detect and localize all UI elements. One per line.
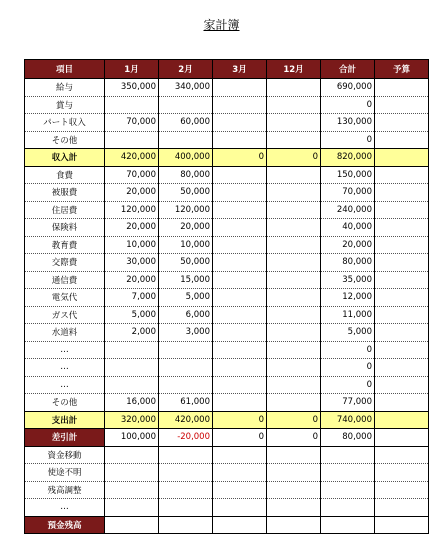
cell-jan[interactable]: 100,000: [105, 429, 159, 447]
cell-dec[interactable]: 0: [267, 149, 321, 167]
cell-dec[interactable]: [267, 359, 321, 377]
cell-dec[interactable]: [267, 341, 321, 359]
cell-dec[interactable]: [267, 96, 321, 114]
cell-feb[interactable]: 120,000: [159, 201, 213, 219]
table-row: [25, 446, 429, 464]
cell-feb[interactable]: 5,000: [159, 289, 213, 307]
cell-dec[interactable]: [267, 376, 321, 394]
cell-dec[interactable]: 0: [267, 411, 321, 429]
row-label[interactable]: その他: [25, 131, 105, 149]
cell-dec[interactable]: [267, 271, 321, 289]
cell-total[interactable]: [321, 516, 375, 534]
cell-dec[interactable]: [267, 219, 321, 237]
cell-total[interactable]: 77,000: [321, 394, 375, 412]
cell-jan[interactable]: 5,000: [105, 306, 159, 324]
cell-budget[interactable]: [375, 96, 429, 114]
cell-feb[interactable]: [159, 446, 213, 464]
table-row: [25, 324, 429, 342]
column-header-total[interactable]: 合計: [321, 60, 375, 79]
cell-total[interactable]: 740,000: [321, 411, 375, 429]
cell-total[interactable]: 0: [321, 376, 375, 394]
cell-feb[interactable]: 3,000: [159, 324, 213, 342]
cell-total[interactable]: 12,000: [321, 289, 375, 307]
cell-total[interactable]: [321, 481, 375, 499]
cell-total[interactable]: 20,000: [321, 236, 375, 254]
cell-jan[interactable]: [105, 359, 159, 377]
cell-mar[interactable]: [213, 219, 267, 237]
cell-dec[interactable]: [267, 306, 321, 324]
cell-mar[interactable]: [213, 201, 267, 219]
cell-mar[interactable]: [213, 324, 267, 342]
row-label[interactable]: 水道料: [25, 324, 105, 342]
cell-jan[interactable]: 320,000: [105, 411, 159, 429]
table-row: [25, 306, 429, 324]
row-label[interactable]: 残高調整: [25, 481, 105, 499]
column-header-mar[interactable]: 3月: [213, 60, 267, 79]
cell-budget[interactable]: [375, 429, 429, 447]
row-label[interactable]: 交際費: [25, 254, 105, 272]
cell-jan[interactable]: 2,000: [105, 324, 159, 342]
cell-dec[interactable]: [267, 481, 321, 499]
cell-feb[interactable]: 400,000: [159, 149, 213, 167]
cell-mar[interactable]: 0: [213, 429, 267, 447]
cell-jan[interactable]: [105, 376, 159, 394]
cell-budget[interactable]: [375, 219, 429, 237]
column-header-jan[interactable]: 1月: [105, 60, 159, 79]
cell-feb[interactable]: [159, 516, 213, 534]
cell-feb[interactable]: 15,000: [159, 271, 213, 289]
cell-budget[interactable]: [375, 376, 429, 394]
cell-mar[interactable]: [213, 131, 267, 149]
cell-dec[interactable]: [267, 184, 321, 202]
cell-feb[interactable]: 80,000: [159, 166, 213, 184]
column-header-item[interactable]: 項目: [25, 60, 105, 79]
header-row: [25, 60, 429, 79]
cell-dec[interactable]: 0: [267, 429, 321, 447]
cell-mar[interactable]: [213, 271, 267, 289]
cell-jan[interactable]: [105, 516, 159, 534]
table-row: [25, 429, 429, 447]
cell-feb[interactable]: [159, 131, 213, 149]
cell-total[interactable]: 70,000: [321, 184, 375, 202]
cell-total[interactable]: [321, 499, 375, 517]
row-label[interactable]: …: [25, 359, 105, 377]
cell-feb[interactable]: 340,000: [159, 79, 213, 97]
table-row: [25, 376, 429, 394]
row-label[interactable]: その他: [25, 394, 105, 412]
cell-dec[interactable]: [267, 236, 321, 254]
cell-total[interactable]: 0: [321, 131, 375, 149]
cell-mar[interactable]: [213, 446, 267, 464]
cell-mar[interactable]: [213, 341, 267, 359]
table-row: [25, 411, 429, 429]
cell-feb[interactable]: [159, 96, 213, 114]
table-row: [25, 166, 429, 184]
cell-budget[interactable]: [375, 254, 429, 272]
cell-total[interactable]: 820,000: [321, 149, 375, 167]
cell-feb[interactable]: 50,000: [159, 184, 213, 202]
cell-budget[interactable]: [375, 271, 429, 289]
cell-total[interactable]: 0: [321, 96, 375, 114]
cell-dec[interactable]: [267, 394, 321, 412]
cell-mar[interactable]: [213, 499, 267, 517]
table-row: [25, 219, 429, 237]
cell-feb[interactable]: 420,000: [159, 411, 213, 429]
column-header-dec[interactable]: 12月: [267, 60, 321, 79]
table-row: [25, 464, 429, 482]
cell-jan[interactable]: [105, 481, 159, 499]
cell-dec[interactable]: [267, 114, 321, 132]
cell-mar[interactable]: [213, 481, 267, 499]
cell-budget[interactable]: [375, 166, 429, 184]
cell-budget[interactable]: [375, 306, 429, 324]
cell-feb[interactable]: 60,000: [159, 114, 213, 132]
cell-jan[interactable]: 420,000: [105, 149, 159, 167]
row-label[interactable]: 教育費: [25, 236, 105, 254]
cell-feb[interactable]: 6,000: [159, 306, 213, 324]
cell-budget[interactable]: [375, 149, 429, 167]
cell-feb[interactable]: [159, 499, 213, 517]
table-row: [25, 499, 429, 517]
cell-jan[interactable]: 20,000: [105, 271, 159, 289]
cell-mar[interactable]: [213, 516, 267, 534]
cell-dec[interactable]: [267, 201, 321, 219]
row-label[interactable]: 賞与: [25, 96, 105, 114]
cell-feb[interactable]: -20,000: [159, 429, 213, 447]
cell-total[interactable]: 690,000: [321, 79, 375, 97]
cell-budget[interactable]: [375, 359, 429, 377]
cell-budget[interactable]: [375, 184, 429, 202]
table-row: [25, 149, 429, 167]
cell-budget[interactable]: [375, 394, 429, 412]
cell-budget[interactable]: [375, 79, 429, 97]
cell-budget[interactable]: [375, 411, 429, 429]
cell-jan[interactable]: 350,000: [105, 79, 159, 97]
cell-mar[interactable]: 0: [213, 411, 267, 429]
cell-budget[interactable]: [375, 236, 429, 254]
row-label[interactable]: 支出計: [25, 411, 105, 429]
cell-jan[interactable]: [105, 464, 159, 482]
cell-mar[interactable]: [213, 306, 267, 324]
cell-jan[interactable]: 120,000: [105, 201, 159, 219]
cell-total[interactable]: 0: [321, 341, 375, 359]
row-label[interactable]: 使途不明: [25, 464, 105, 482]
cell-mar[interactable]: [213, 114, 267, 132]
cell-mar[interactable]: [213, 79, 267, 97]
cell-budget[interactable]: [375, 131, 429, 149]
table-row: [25, 481, 429, 499]
cell-total[interactable]: 150,000: [321, 166, 375, 184]
cell-dec[interactable]: [267, 499, 321, 517]
row-label[interactable]: …: [25, 341, 105, 359]
cell-feb[interactable]: [159, 341, 213, 359]
cell-budget[interactable]: [375, 464, 429, 482]
cell-dec[interactable]: [267, 79, 321, 97]
cell-jan[interactable]: 20,000: [105, 219, 159, 237]
cell-total[interactable]: 35,000: [321, 271, 375, 289]
cell-dec[interactable]: [267, 464, 321, 482]
table-row: [25, 236, 429, 254]
table-row: [25, 271, 429, 289]
table-row: [25, 394, 429, 412]
row-label[interactable]: ガス代: [25, 306, 105, 324]
cell-jan[interactable]: 20,000: [105, 184, 159, 202]
cell-feb[interactable]: 50,000: [159, 254, 213, 272]
cell-mar[interactable]: [213, 184, 267, 202]
row-label[interactable]: 差引計: [25, 429, 105, 447]
cell-total[interactable]: 40,000: [321, 219, 375, 237]
cell-jan[interactable]: [105, 499, 159, 517]
column-header-feb[interactable]: 2月: [159, 60, 213, 79]
cell-feb[interactable]: [159, 376, 213, 394]
cell-feb[interactable]: [159, 464, 213, 482]
row-label[interactable]: 住居費: [25, 201, 105, 219]
cell-jan[interactable]: 30,000: [105, 254, 159, 272]
cell-dec[interactable]: [267, 254, 321, 272]
cell-mar[interactable]: 0: [213, 149, 267, 167]
cell-mar[interactable]: [213, 289, 267, 307]
row-label[interactable]: …: [25, 499, 105, 517]
cell-dec[interactable]: [267, 324, 321, 342]
cell-feb[interactable]: 61,000: [159, 394, 213, 412]
cell-jan[interactable]: [105, 341, 159, 359]
cell-jan[interactable]: 10,000: [105, 236, 159, 254]
cell-budget[interactable]: [375, 446, 429, 464]
cell-jan[interactable]: 16,000: [105, 394, 159, 412]
row-label[interactable]: 給与: [25, 79, 105, 97]
cell-mar[interactable]: [213, 236, 267, 254]
cell-jan[interactable]: [105, 96, 159, 114]
cell-feb[interactable]: [159, 481, 213, 499]
cell-mar[interactable]: [213, 464, 267, 482]
row-label[interactable]: 被服費: [25, 184, 105, 202]
row-label[interactable]: 保険料: [25, 219, 105, 237]
cell-total[interactable]: 5,000: [321, 324, 375, 342]
table-row: [25, 516, 429, 534]
cell-budget[interactable]: [375, 201, 429, 219]
row-label[interactable]: 資金移動: [25, 446, 105, 464]
cell-feb[interactable]: 10,000: [159, 236, 213, 254]
cell-total[interactable]: [321, 464, 375, 482]
cell-dec[interactable]: [267, 166, 321, 184]
cell-mar[interactable]: [213, 359, 267, 377]
table-row: [25, 254, 429, 272]
cell-dec[interactable]: [267, 516, 321, 534]
table-row: [25, 341, 429, 359]
cell-total[interactable]: 80,000: [321, 254, 375, 272]
budget-table: [24, 59, 429, 534]
column-header-budget[interactable]: 予算: [375, 60, 429, 79]
row-label[interactable]: 電気代: [25, 289, 105, 307]
cell-dec[interactable]: [267, 289, 321, 307]
cell-total[interactable]: 0: [321, 359, 375, 377]
cell-feb[interactable]: 20,000: [159, 219, 213, 237]
cell-total[interactable]: 130,000: [321, 114, 375, 132]
cell-budget[interactable]: [375, 481, 429, 499]
cell-jan[interactable]: [105, 131, 159, 149]
cell-jan[interactable]: 70,000: [105, 114, 159, 132]
table-row: [25, 184, 429, 202]
row-label[interactable]: 通信費: [25, 271, 105, 289]
cell-budget[interactable]: [375, 499, 429, 517]
table-row: [25, 114, 429, 132]
cell-total[interactable]: [321, 446, 375, 464]
cell-mar[interactable]: [213, 376, 267, 394]
row-label[interactable]: パート収入: [25, 114, 105, 132]
cell-dec[interactable]: [267, 446, 321, 464]
cell-mar[interactable]: [213, 166, 267, 184]
cell-mar[interactable]: [213, 254, 267, 272]
page-title: 家計簿: [203, 18, 240, 32]
cell-budget[interactable]: [375, 324, 429, 342]
cell-budget[interactable]: [375, 516, 429, 534]
cell-total[interactable]: 11,000: [321, 306, 375, 324]
cell-jan[interactable]: [105, 446, 159, 464]
row-label[interactable]: 収入計: [25, 149, 105, 167]
table-row: [25, 79, 429, 97]
cell-mar[interactable]: [213, 394, 267, 412]
cell-budget[interactable]: [375, 114, 429, 132]
table-row: [25, 131, 429, 149]
cell-jan[interactable]: 70,000: [105, 166, 159, 184]
table-row: [25, 359, 429, 377]
cell-budget[interactable]: [375, 289, 429, 307]
table-row: [25, 96, 429, 114]
cell-mar[interactable]: [213, 96, 267, 114]
cell-feb[interactable]: [159, 359, 213, 377]
table-row: [25, 289, 429, 307]
cell-total[interactable]: 80,000: [321, 429, 375, 447]
cell-jan[interactable]: 7,000: [105, 289, 159, 307]
cell-dec[interactable]: [267, 131, 321, 149]
row-label[interactable]: …: [25, 376, 105, 394]
cell-budget[interactable]: [375, 341, 429, 359]
cell-total[interactable]: 240,000: [321, 201, 375, 219]
row-label[interactable]: 預金残高: [25, 516, 105, 534]
row-label[interactable]: 食費: [25, 166, 105, 184]
table-row: [25, 201, 429, 219]
